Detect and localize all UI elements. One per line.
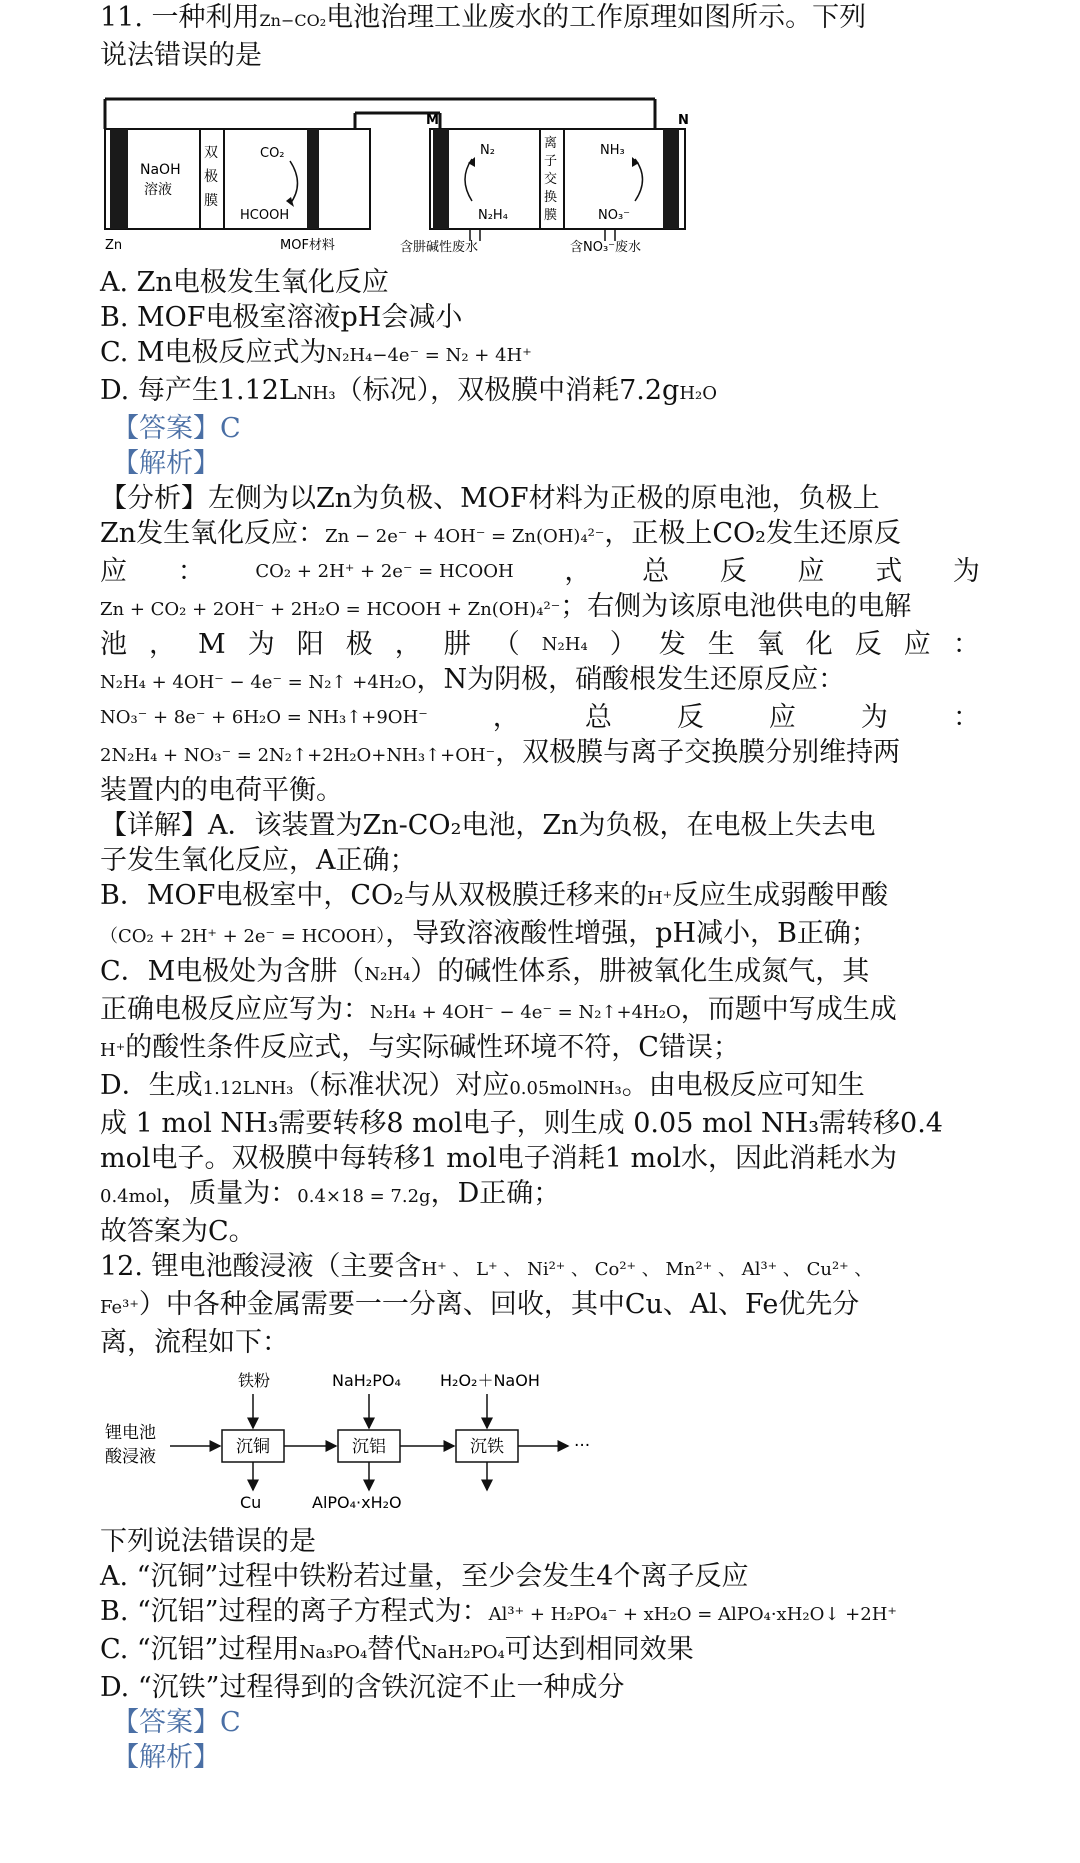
detail-line12: 故答案为C。	[100, 1216, 256, 1247]
ion-char3: 交	[544, 172, 558, 187]
bipolar-char2: 极	[204, 169, 218, 185]
detail-line1: 【详解】A．该装置为Zn-CO₂电池，Zn为负极，在电极上失去电	[100, 810, 876, 841]
detail-line6: 正确电极反应应写为：N₂H₄ + 4OH⁻ − 4e⁻ = N₂↑+4H₂O，而题中写成生成	[100, 994, 897, 1025]
waste1-label: 含肼碱性废水	[400, 240, 479, 255]
analysis-line9: 装置内的电荷平衡。	[100, 775, 343, 806]
n-label: N	[678, 113, 689, 128]
q11-option-d: D. 每产生1.12LNH₃（标况），双极膜中消耗7.2gH₂O	[100, 375, 717, 406]
output2: AlPO₄·xH₂O	[312, 1493, 402, 1512]
q12-answer-tag: 【答案】C	[112, 1707, 241, 1738]
analysis-line3: 应 ： CO₂ + 2H⁺ + 2e⁻ = HCOOH ， 总 反 应 式 为	[100, 556, 980, 587]
detail-line7: H⁺的酸性条件反应式，与实际碱性环境不符，C错误；	[100, 1032, 740, 1063]
q11-diagram-svg	[100, 79, 700, 257]
naoh-label: NaOH	[140, 162, 181, 178]
zn-electrode	[110, 129, 128, 229]
reagent2: NaH₂PO₄	[332, 1371, 401, 1390]
analysis-line8: 2N₂H₄ + NO₃⁻ = 2N₂↑+2H₂O+NH₃↑+OH⁻，双极膜与离子交换膜分别维持两	[100, 737, 901, 768]
naoh-label2: 溶液	[144, 182, 172, 198]
q12-option-a: A. “沉铜”过程中铁粉若过量，至少会发生4个离子反应	[100, 1561, 749, 1592]
hcooh-label: HCOOH	[240, 208, 290, 223]
detail-line3: B．MOF电极室中，CO₂与从双极膜迁移来的H⁺反应生成弱酸甲酸	[100, 880, 889, 911]
analysis-line7: NO₃⁻ + 8e⁻ + 6H₂O = NH₃↑+9OH⁻ ， 总 反 应 为 ：	[100, 702, 980, 733]
detail-line2: 子发生氧化反应，A正确；	[100, 845, 417, 876]
detail-line10: mol电子。双极膜中每转移1 mol电子消耗1 mol水，因此消耗水为	[100, 1143, 897, 1174]
q12-flow-svg	[100, 1366, 620, 1516]
n2-label: N₂	[480, 143, 495, 158]
n2h4-label: N₂H₄	[478, 208, 508, 223]
q12-option-b: B. “沉铝”过程的离子方程式为：Al³⁺ + H₂PO₄⁻ + xH₂O = AlPO₄·xH₂O↓ +2H⁺	[100, 1596, 897, 1627]
bipolar-char1: 双	[204, 145, 218, 161]
q12-analysis-tag: 【解析】	[112, 1742, 220, 1773]
n-electrode	[663, 129, 679, 229]
ion-char5: 膜	[544, 208, 558, 223]
input-label1: 锂电池	[105, 1423, 156, 1443]
reagent3: H₂O₂＋NaOH	[440, 1371, 540, 1390]
analysis-line5: 池 ， M 为 阳 极 ， 肼 （ N₂H₄ ） 发 生 氧 化 反 应 ：	[100, 629, 980, 660]
detail-line11: 0.4mol，质量为：0.4×18 = 7.2g，D正确；	[100, 1178, 561, 1209]
m-label: M	[426, 113, 439, 128]
zn-label: Zn	[105, 238, 123, 253]
q12-question: 下列说法错误的是	[100, 1526, 316, 1557]
detail-line9: 成 1 mol NH₃需要转移8 mol电子，则生成 0.05 mol NH₃需转移0.4	[100, 1108, 943, 1139]
waste2-label: 含NO₃⁻废水	[570, 240, 642, 255]
ion-char4: 换	[544, 190, 558, 205]
bipolar-char3: 膜	[204, 193, 218, 209]
q12-option-c: C. “沉铝”过程用Na₃PO₄替代NaH₂PO₄可达到相同效果	[100, 1634, 694, 1665]
output1: Cu	[240, 1493, 262, 1512]
m-electrode	[433, 129, 449, 229]
detail-line8: D．生成1.12LNH₃（标准状况）对应0.05molNH₃。由电极反应可知生	[100, 1070, 865, 1101]
reagent1: 铁粉	[238, 1371, 271, 1390]
box-aluminum-label: 沉铝	[352, 1437, 386, 1457]
detail-line4: （CO₂ + 2H⁺ + 2e⁻ = HCOOH），导致溶液酸性增强，pH减小，B正确；	[100, 918, 878, 949]
q12-option-d: D. “沉铁”过程得到的含铁沉淀不止一种成分	[100, 1672, 625, 1703]
detail-line5: C．M电极处为含肼（N₂H₄）的碱性体系，肼被氧化生成氮气，其	[100, 956, 870, 987]
mof-label: MOF材料	[280, 238, 335, 253]
analysis-line6: N₂H₄ + 4OH⁻ − 4e⁻ = N₂↑ +4H₂O，N为阴极，硝酸根发生还原反应：	[100, 664, 846, 695]
q11-option-c: C. M电极反应式为N₂H₄−4e⁻ = N₂ + 4H⁺	[100, 337, 532, 368]
q11-option-b: B. MOF电极室溶液pH会减小	[100, 302, 463, 333]
q12-stem-line3: 离，流程如下：	[100, 1327, 289, 1358]
q11-stem-line1: 11. 一种利用Zn−CO₂电池治理工业废水的工作原理如图所示。下列	[100, 2, 867, 33]
box-copper-label: 沉铜	[236, 1437, 270, 1457]
analysis-line2: Zn发生氧化反应：Zn − 2e⁻ + 4OH⁻ = Zn(OH)₄²⁻，正极上CO₂发生还原反	[100, 518, 902, 549]
co2-label: CO₂	[260, 146, 285, 161]
ion-char2: 子	[544, 154, 558, 169]
analysis-line4: Zn + CO₂ + 2OH⁻ + 2H₂O = HCOOH + Zn(OH)₄²⁻；右侧为该原电池供电的电解	[100, 591, 912, 622]
q12-flow-diagram	[100, 1366, 1080, 1520]
q11-analysis-tag: 【解析】	[112, 448, 220, 479]
q11-cell-diagram	[100, 79, 1080, 261]
q12-stem-line1: 12. 锂电池酸浸液（主要含H⁺ 、 L⁺ 、 Ni²⁺ 、 Co²⁺ 、 Mn²⁺ 、 Al³⁺ 、 Cu²⁺ 、	[100, 1251, 873, 1282]
flow-ellipsis: ···	[574, 1436, 591, 1456]
box-iron-label: 沉铁	[470, 1437, 504, 1457]
q12-stem-line2: Fe³⁺）中各种金属需要一一分离、回收，其中Cu、Al、Fe优先分	[100, 1289, 860, 1320]
ion-char1: 离	[544, 136, 558, 151]
analysis-line1: 【分析】左侧为以Zn为负极、MOF材料为正极的原电池，负极上	[100, 483, 880, 514]
q11-stem-line2: 说法错误的是	[100, 40, 262, 71]
no3-label: NO₃⁻	[598, 208, 631, 223]
mof-electrode	[307, 129, 319, 229]
q11-option-a: A. Zn电极发生氧化反应	[100, 267, 389, 298]
nh3-label: NH₃	[600, 143, 625, 158]
input-label2: 酸浸液	[105, 1447, 156, 1467]
q11-answer-tag: 【答案】C	[112, 413, 241, 444]
